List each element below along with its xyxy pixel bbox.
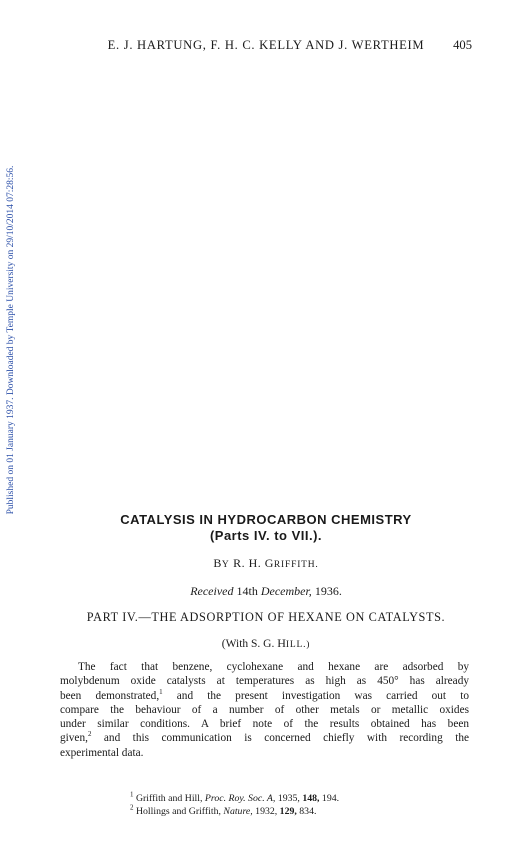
body-line-4: compare the behaviour of a number of other metals or metallic oxides	[60, 703, 469, 716]
footnote-1-journal: Proc. Roy. Soc. A,	[204, 793, 276, 804]
footnote-1	[130, 790, 472, 806]
header-authors: E. J. HARTUNG, F. H. C. KELLY AND J. WERTHEIM	[107, 38, 425, 52]
footnote-1-volume: 148,	[302, 793, 320, 804]
body-line-6	[60, 731, 469, 745]
received-date	[60, 584, 472, 599]
body-line-1: The fact that benzene, cyclohexane and hexane are adsorbed by	[78, 661, 469, 673]
author-line	[60, 556, 472, 571]
footnote-2-authors: Hollings and Griffith,	[135, 805, 221, 817]
body-line-7: experimental data.	[60, 746, 144, 759]
footnote-1-year: 1935,	[277, 793, 300, 804]
coauthor-line	[60, 636, 472, 651]
title-line-2: (Parts IV. to VII.).	[209, 528, 323, 543]
body-line-5: under similar conditions. A brief note of the results obtained has been	[60, 718, 469, 731]
author-initials: R. H.	[233, 556, 262, 570]
footnotes	[130, 790, 472, 818]
received-year: 1936.	[314, 584, 342, 598]
title-line-1: CATALYSIS IN HYDROCARBON CHEMISTRY	[120, 512, 412, 527]
body-line-6a: given,	[60, 732, 88, 745]
author-prefix-rest: Y	[221, 560, 230, 570]
author-prefix-initial: B	[213, 556, 222, 570]
footnote-1-pages: 194.	[321, 793, 340, 804]
footnote-1-authors: Griffith and Hill,	[135, 793, 203, 804]
footnote-2	[130, 803, 472, 819]
body-line-3	[60, 689, 469, 703]
body-line-3b: and the present investigation was carried out to	[162, 689, 469, 702]
part-heading: PART IV.—THE ADSORPTION OF HEXANE ON CATALYSTS.	[86, 610, 446, 624]
body-paragraph	[60, 660, 469, 760]
body-line-6b: and this communication is concerned chiefly with recording the	[91, 732, 469, 745]
footnote-ref-2[interactable]: 2	[87, 730, 92, 739]
footnote-2-year: 1932,	[255, 805, 278, 817]
article-title	[60, 512, 472, 544]
download-watermark-text: Published on 01 January 1937. Downloaded by Temple University on 29/10/2014 07:28:56.	[6, 165, 16, 515]
coauthor-open: (With S. G.	[221, 638, 275, 650]
received-month: December,	[260, 584, 312, 598]
footnote-ref-1[interactable]: 1	[159, 687, 163, 696]
body-line-3a: been demonstrated,	[60, 689, 160, 702]
received-word: Received	[190, 584, 234, 598]
author-surname-rest: RIFFITH.	[273, 560, 319, 570]
received-day: 14th	[236, 584, 258, 598]
page-number: 405	[453, 38, 472, 52]
footnote-2-volume: 129,	[279, 805, 297, 817]
download-watermark	[5, 130, 17, 550]
footnote-mark-2: 2	[130, 803, 134, 812]
running-header	[60, 38, 472, 53]
footnote-2-journal: Nature,	[223, 805, 253, 817]
coauthor-surname-initial: H	[277, 636, 286, 650]
footnote-2-pages: 834.	[299, 805, 317, 817]
coauthor-surname-rest: ILL.)	[285, 640, 311, 650]
body-line-2: molybdenum oxide catalysts at temperatures as high as 450° has already	[60, 675, 469, 688]
footnote-mark-1: 1	[130, 790, 134, 799]
author-surname-initial: G	[264, 556, 274, 570]
